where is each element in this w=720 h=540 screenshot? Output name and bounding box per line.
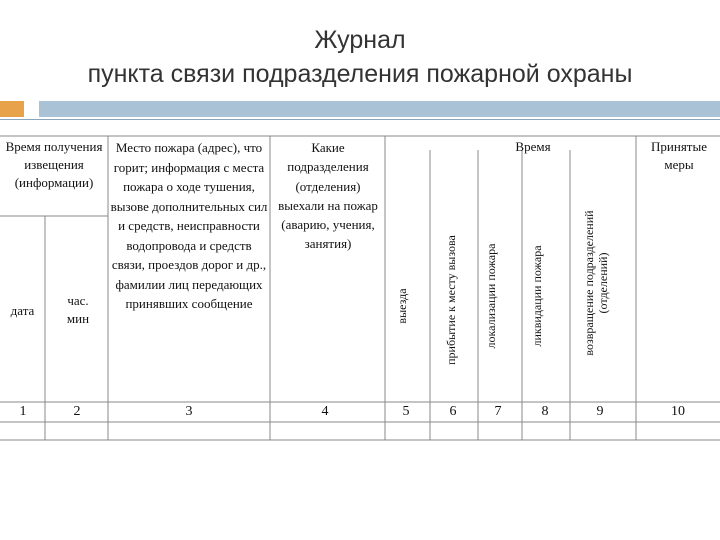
title-line-2: пункта связи подразделения пожарной охраны — [87, 60, 633, 88]
col-number-4: 4 — [321, 404, 329, 419]
col-number-6: 6 — [449, 404, 457, 419]
col-number-1: 1 — [19, 404, 27, 419]
col-number-10: 10 — [671, 404, 685, 419]
header-return: возвращение подразделений (отделений) — [582, 210, 610, 356]
header-departure: выезда — [395, 288, 409, 324]
col-number-9: 9 — [596, 404, 604, 419]
header-place: Место пожара (адрес), что горит; информация с места пожара о ходе тушения, вызове дополнительных сил и средств, неисправности водопровода и средств связи, проездов дорог и др., фамилии лиц передающих принявших сообщение — [110, 140, 268, 311]
col-number-2: 2 — [73, 404, 81, 419]
header-date: дата — [10, 303, 35, 318]
header-localization: локализации пожара — [484, 243, 498, 349]
col-number-3: 3 — [185, 404, 193, 419]
title-line-1: Журнал — [314, 26, 406, 54]
header-units: Какие подразделения (отделения) выехали на пожар (аварию, учения, занятия) — [278, 140, 378, 252]
header-measures: Принятые меры — [651, 139, 707, 172]
col-number-8: 8 — [541, 404, 549, 419]
header-time: Время — [515, 139, 551, 154]
header-time-received: Время получения извещения (информации) — [5, 139, 103, 190]
col-number-5: 5 — [402, 404, 410, 419]
header-arrival: прибытие к месту вызова — [444, 235, 458, 365]
header-hour-min: час. мин — [66, 293, 90, 326]
col-number-7: 7 — [494, 404, 502, 419]
header-liquidation: ликвидации пожара — [530, 245, 544, 347]
